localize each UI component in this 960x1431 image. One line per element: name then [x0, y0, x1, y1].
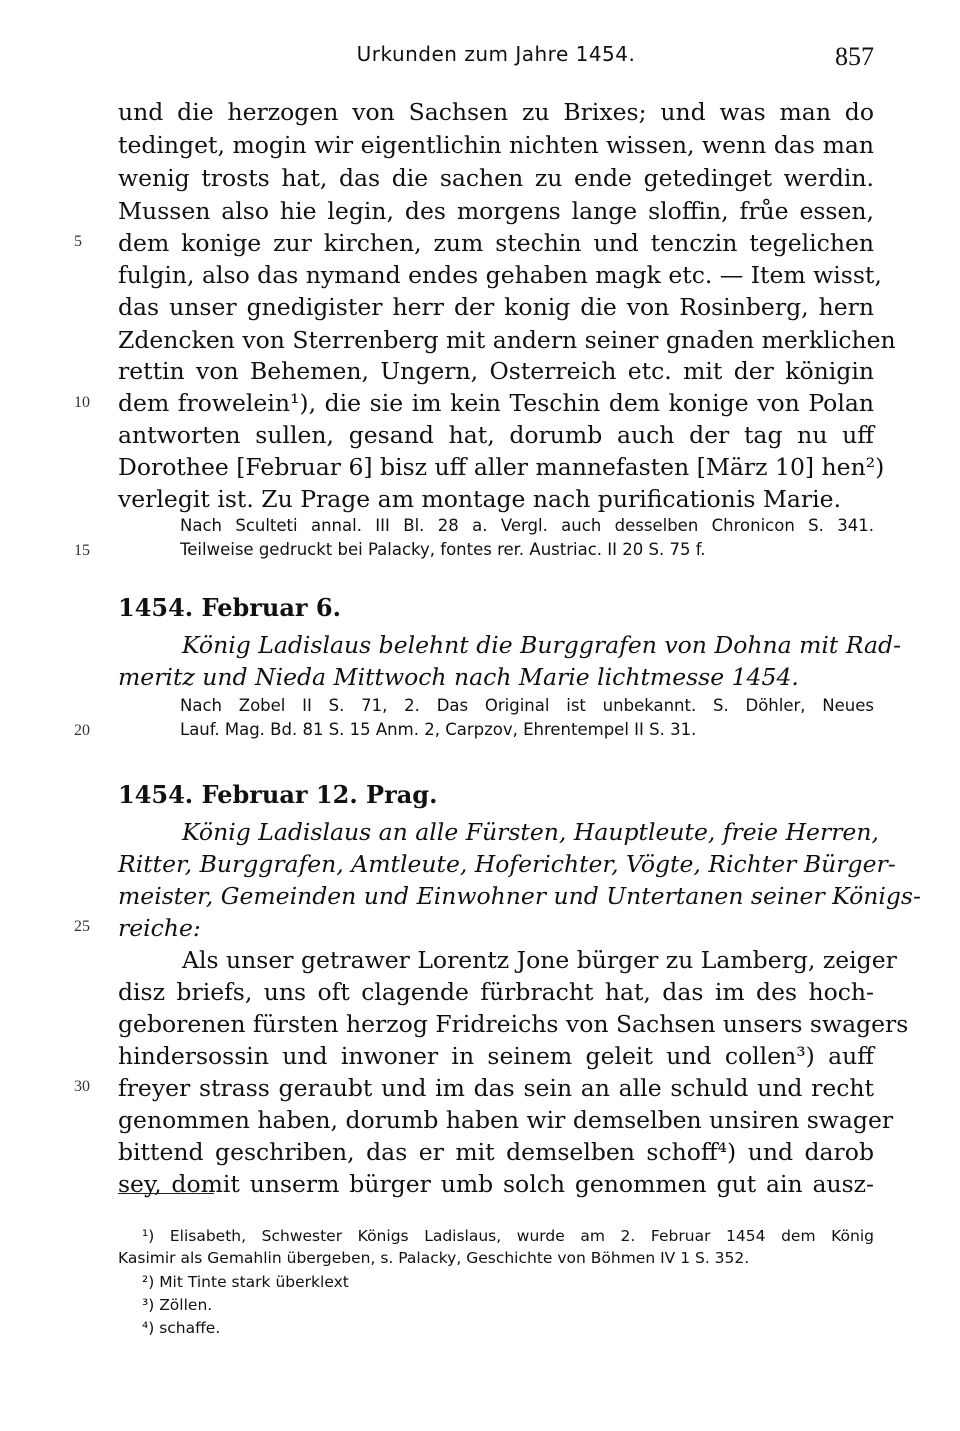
regest-line: meister, Gemeinden und Einwohner und Untertanen seiner Königs-	[118, 882, 921, 910]
body-line: Mussen also hie legin, des morgens lange sloffin, frůe essen,	[118, 197, 874, 225]
body-line: Dorothee [Februar 6] bisz uff aller mannefasten [März 10] hen²)	[118, 453, 885, 481]
footnote-1-line: ¹) Elisabeth, Schwester Königs Ladislaus, wurde am 2. Februar 1454 dem König	[142, 1227, 874, 1245]
line-number: 30	[74, 1078, 90, 1095]
entry-heading: 1454. Februar 6.	[118, 593, 341, 622]
running-title: Urkunden zum Jahre 1454.	[356, 42, 636, 66]
line-number: 5	[74, 233, 82, 250]
source-note-line: Lauf. Mag. Bd. 81 S. 15 Anm. 2, Carpzov, Ehrentempel II S. 31.	[180, 720, 697, 739]
regest-line: Ritter, Burggrafen, Amtleute, Hoferichter, Vögte, Richter Bürger-	[118, 850, 896, 878]
body-line: tedinget, mogin wir eigentlichin nichten wissen, wenn das man	[118, 131, 874, 159]
body-line: dem konige zur kirchen, zum stechin und tenczin tegelichen	[118, 229, 874, 257]
body-line: rettin von Behemen, Ungern, Osterreich etc. mit der königin	[118, 357, 874, 385]
body-line: das unser gnedigister herr der konig die von Rosinberg, hern	[118, 293, 874, 321]
line-number: 15	[74, 542, 90, 559]
body-line: freyer strass geraubt und im das sein an alle schuld und recht	[118, 1074, 874, 1102]
line-number: 10	[74, 394, 90, 411]
entry-heading: 1454. Februar 12. Prag.	[118, 780, 438, 809]
footnote-2: ²) Mit Tinte stark überklext	[142, 1273, 349, 1291]
body-line: genommen haben, dorumb haben wir demselben unsiren swager	[118, 1106, 894, 1134]
footnote-1-line: Kasimir als Gemahlin übergeben, s. Palacky, Geschichte von Böhmen IV 1 S. 352.	[118, 1249, 750, 1267]
footnote-4: ⁴) schaffe.	[142, 1319, 221, 1337]
body-line: antworten sullen, gesand hat, dorumb auch der tag nu uff	[118, 421, 874, 449]
footnote-rule	[118, 1193, 214, 1194]
body-line: verlegit ist. Zu Prage am montage nach purificationis Marie.	[118, 485, 842, 513]
body-line: und die herzogen von Sachsen zu Brixes; und was man do	[118, 98, 874, 126]
body-line: dem frowelein¹), die sie im kein Teschin dem konige von Polan	[118, 389, 874, 417]
body-line: Zdencken von Sterrenberg mit andern seiner gnaden merklichen	[118, 326, 896, 354]
source-note-line: Nach Sculteti annal. III Bl. 28 a. Vergl. auch desselben Chronicon S. 341.	[180, 516, 874, 535]
body-line: wenig trosts hat, das die sachen zu ende getedinget werdin.	[118, 164, 874, 192]
body-line: sey, domit unserm bürger umb solch genommen gut ain ausz-	[118, 1170, 874, 1198]
body-line: fulgin, also das nymand endes gehaben magk etc. — Item wisst,	[118, 261, 882, 289]
regest-line: König Ladislaus an alle Fürsten, Hauptleute, freie Herren,	[182, 818, 879, 846]
source-note-line: Nach Zobel II S. 71, 2. Das Original ist unbekannt. S. Döhler, Neues	[180, 696, 874, 715]
source-note-line: Teilweise gedruckt bei Palacky, fontes rer. Austriac. II 20 S. 75 f.	[180, 540, 706, 559]
body-line: disz briefs, uns oft clagende fürbracht hat, das im des hoch-	[118, 978, 874, 1006]
regest-line: König Ladislaus belehnt die Burggrafen von Dohna mit Rad-	[182, 631, 902, 659]
regest-line: meritz und Nieda Mittwoch nach Marie lichtmesse 1454.	[118, 663, 799, 691]
footnote-3: ³) Zöllen.	[142, 1296, 213, 1314]
body-line: geborenen fürsten herzog Fridreichs von Sachsen unsers swagers	[118, 1010, 909, 1038]
line-number: 20	[74, 722, 90, 739]
body-line: hindersossin und inwoner in seinem geleit und collen³) auff	[118, 1042, 874, 1070]
running-header	[118, 42, 874, 78]
regest-line: reiche:	[118, 914, 201, 942]
body-line: Als unser getrawer Lorentz Jone bürger zu Lamberg, zeiger	[182, 946, 897, 974]
line-number: 25	[74, 918, 90, 935]
body-line: bittend geschriben, das er mit demselben schoff⁴) und darob	[118, 1138, 874, 1166]
page-number: 857	[835, 42, 874, 71]
